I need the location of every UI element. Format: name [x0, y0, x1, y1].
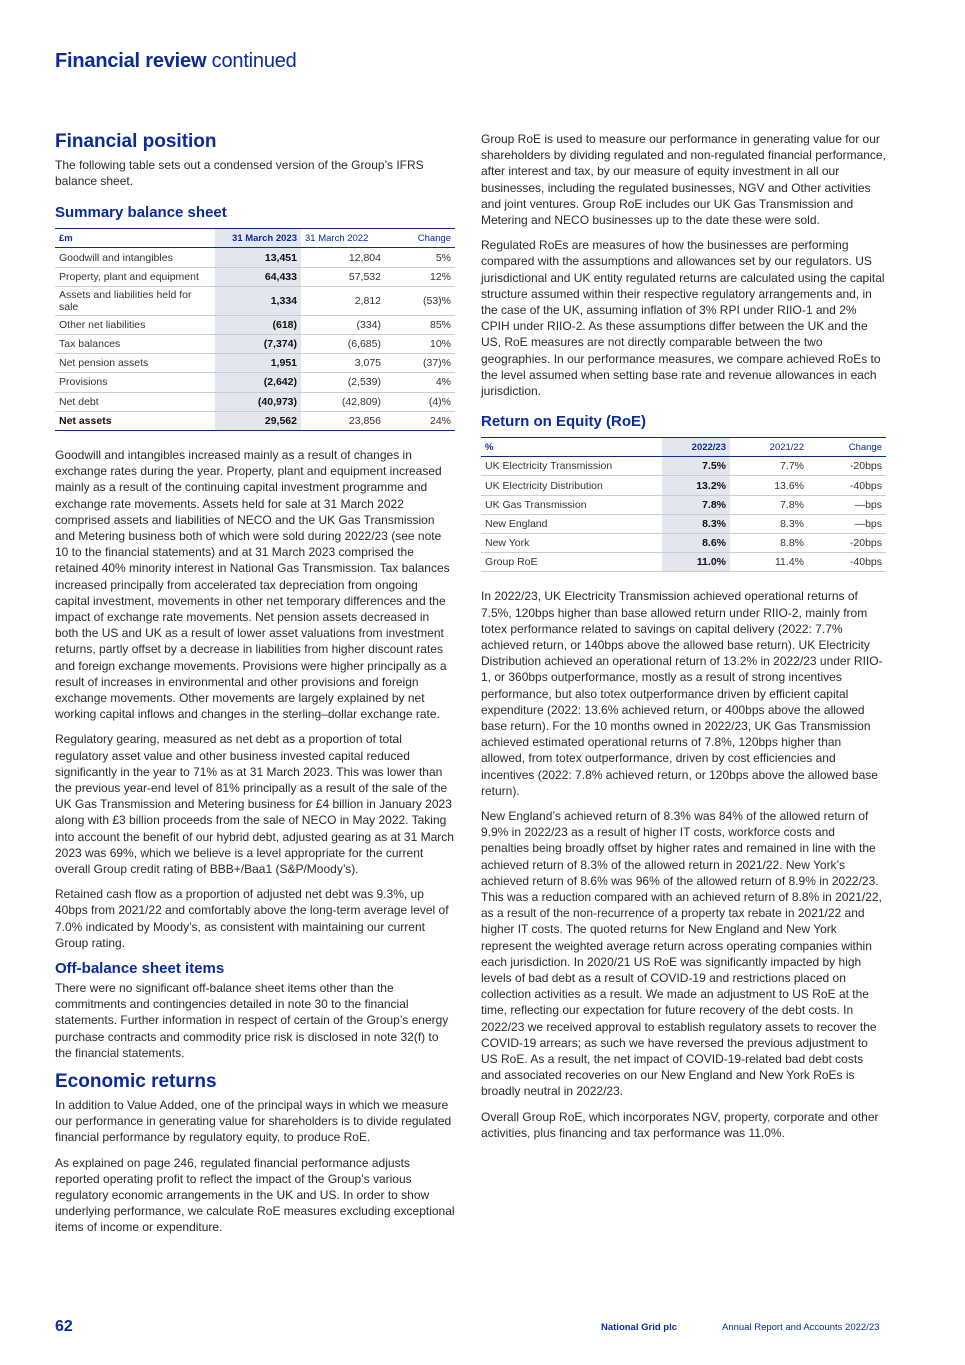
row-label: New York — [481, 534, 662, 553]
total-label: Net assets — [55, 411, 215, 430]
left-column — [55, 131, 455, 1245]
financial-position-intro: The following table sets out a condensed version of the Group’s IFRS balance sheet. — [55, 158, 424, 189]
prior-year-value: (334) — [301, 315, 385, 334]
prior-year-value: (2,539) — [301, 373, 385, 392]
total-prior-value: 23,856 — [301, 411, 385, 430]
row-label: Goodwill and intangibles — [55, 248, 215, 267]
row-label: Tax balances — [55, 334, 215, 353]
change-value: 12% — [385, 267, 455, 286]
column-header: 2021/22 — [730, 438, 808, 457]
body-paragraph: Retained cash flow as a proportion of adjusted net debt was 9.3%, up 40bps from 2021/22 and comfortably above the long-term average level of 7.0% indicated by Moody’s, as consistent with maintaining our current Group rating. — [55, 887, 449, 950]
change-value: (53)% — [385, 286, 455, 315]
row-label: UK Gas Transmission — [481, 495, 662, 514]
column-header: % — [481, 438, 662, 457]
table-header-row — [481, 438, 886, 457]
current-year-value: 8.3% — [662, 514, 730, 533]
row-label: Group RoE — [481, 553, 662, 572]
prior-year-value: 13.6% — [730, 476, 808, 495]
column-header: Change — [385, 229, 455, 248]
row-label: Property, plant and equipment — [55, 267, 215, 286]
table-total-row — [55, 411, 455, 430]
table-row — [55, 286, 455, 315]
table-row — [481, 495, 886, 514]
page-footer — [55, 1318, 885, 1338]
change-value: (4)% — [385, 392, 455, 411]
table-row — [55, 334, 455, 353]
prior-year-value: (6,685) — [301, 334, 385, 353]
table-row — [55, 354, 455, 373]
body-paragraph: New England’s achieved return of 8.3% was 84% of the allowed return of 9.9% in 2022/23 as a result of higher IT costs, workforce costs and penalties being broadly offset by higher rates and remained in line with the achieved return of 8.3% of the allowed return in 2021/22. New York’s achieved return of 8.6% was 96% of the allowed return of 8.9% in 2022/23. This was a reduction compared with an achieved return of 8.8% in 2021/22, as a result of the non-recurrence of a property tax rebate in 2021/22 and higher IT costs. The quoted returns for New England and New York represent the weighted average return across operating companies within each jurisdiction. In 2020/21 US RoE was significantly impacted by high levels of bad debt as a result of COVID-19 and restrictions placed on collection activities as a result. We made an adjustment to US RoE at the time, reflecting our expectation for future recovery of the debt costs. In 2022/23 we received approval to establish regulatory assets to recover the COVID-19 arrears; as such we have reversed the previous adjustment to US RoE. As a result, the net impact of COVID-19-related bad debt costs and associated recoveries on our New England and New York RoEs is broadly neutral in 2022/23. — [481, 809, 882, 1099]
change-value: —bps — [808, 514, 886, 533]
column-header: 31 March 2023 — [215, 229, 301, 248]
economic-returns-para: As explained on page 246, regulated financial performance adjusts reported operating profit to reflect the impact of the Group’s various regulatory economic arrangements in the UK and US. In order to show underlying performance, we calculate RoE measures excluding exceptional items of income or expenditure. — [55, 1155, 455, 1235]
header-title-bold: Financial review — [55, 50, 207, 72]
table-row — [481, 476, 886, 495]
table-row — [55, 373, 455, 392]
current-year-value: 1,951 — [215, 354, 301, 373]
current-year-value: 7.8% — [662, 495, 730, 514]
roe-table — [481, 437, 886, 572]
body-paragraph: Overall Group RoE, which incorporates NGV, property, corporate and other activities, plus financing and tax performance was 11.0%. — [481, 1109, 879, 1140]
header-title-continued: continued — [211, 50, 297, 72]
page-header — [55, 50, 297, 73]
right-paragraphs — [481, 588, 886, 1141]
economic-returns-heading: Economic returns — [55, 1071, 217, 1093]
right-para: Group RoE is used to measure our performance in generating value for our shareholders by dividing regulated and non-regulated financial performance, after interest and tax, by our measure of equity investment in all our businesses, including the regulated businesses, NGV and Other activities and joint ventures. Group RoE includes our UK Gas Transmission and Metering and NECO businesses up to the date these were sold. — [481, 132, 886, 228]
prior-year-value: 12,804 — [301, 248, 385, 267]
prior-year-value: 8.3% — [730, 514, 808, 533]
current-year-value: 13.2% — [662, 476, 730, 495]
table-row — [55, 315, 455, 334]
change-value: (37)% — [385, 354, 455, 373]
body-paragraph: Regulatory gearing, measured as net debt as a proportion of total regulatory asset value and other business invested capital reduced significantly in the year to 71% as at 31 March 2023. This was lower than the previous year-end level of 81% principally as a result of the sale of the UK Gas Transmission and Metering business for £4 billion in January 2023 along with £3 billion proceeds from the sale of NECO in May 2022. Taking into account the benefit of our hybrid debt, adjusted gearing as at 31 March 2023 was 69%, which we believe is a level appropriate for the current overall Group credit rating of BBB+/Baa1 (S&P/Moody’s). — [55, 732, 454, 876]
change-value: -20bps — [808, 457, 886, 476]
company-name: National Grid plc — [601, 1322, 678, 1333]
current-year-value: 64,433 — [215, 267, 301, 286]
prior-year-value: 2,812 — [301, 286, 385, 315]
row-label: Provisions — [55, 373, 215, 392]
page-number: 62 — [55, 1318, 73, 1335]
table-row — [481, 534, 886, 553]
change-value: 4% — [385, 373, 455, 392]
current-year-value: 1,334 — [215, 286, 301, 315]
change-value: 85% — [385, 315, 455, 334]
column-header: £m — [55, 229, 215, 248]
current-year-value: (7,374) — [215, 334, 301, 353]
economic-returns-para: In addition to Value Added, one of the principal ways in which we measure our performance in generating value for shareholders is to divide regulated financial performance by regulatory equity, to produce RoE. — [55, 1098, 452, 1145]
table-row — [55, 392, 455, 411]
change-value: 5% — [385, 248, 455, 267]
column-header: 31 March 2022 — [301, 229, 385, 248]
prior-year-value: (42,809) — [301, 392, 385, 411]
current-year-value: 11.0% — [662, 553, 730, 572]
total-change-value: 24% — [385, 411, 455, 430]
summary-balance-sheet-heading: Summary balance sheet — [55, 204, 227, 222]
financial-position-heading: Financial position — [55, 131, 217, 152]
row-label: Net pension assets — [55, 354, 215, 373]
right-column — [481, 131, 886, 1150]
body-paragraph: In 2022/23, UK Electricity Transmission achieved operational returns of 7.5%, 120bps higher than base allowed return under RIIO-2, mainly from totex performance related to savings on capital delivery (2022: 7.7% achieved return, or 140bps above the allowed base return). UK Electricity Distribution achieved an operational return of 13.2% in 2022/23 under RIIO-1, or 360bps outperformance, mostly as a result of strong incentives performance, but also totex outperformance driven by efficient capital expenditure (2022: 13.6% achieved return, or 400bps above the allowed base return). For the 10 months owned in 2022/23, UK Gas Transmission achieved estimated operational returns of 7.8%, 120bps higher than allowed, from totex outperformance, driven by cost efficiencies and incentives (2022: 7.8% achieved return, or 120bps above the allowed base return). — [481, 589, 883, 798]
off-balance-heading: Off-balance sheet items — [55, 960, 225, 977]
current-year-value: (618) — [215, 315, 301, 334]
current-year-value: (40,973) — [215, 392, 301, 411]
column-header: 2022/23 — [662, 438, 730, 457]
right-para: Regulated RoEs are measures of how the businesses are performing compared with the assumptions and allowances set by our regulators. US jurisdictional and UK entity regulated returns are calculated using the capital structure assumed within their respective regulatory arrangements and, in the case of the UK, assuming inflation of 3% RPI under RIIO-1 and 2% CPIH under RIIO-2. As these assumptions differ between the UK and the US, RoE measures are not directly comparable between the two geographies. In our performance measures, we compare achieved RoEs to the level assumed when setting base rate and revenue allowances in each jurisdiction. — [481, 238, 885, 399]
table-row — [55, 248, 455, 267]
summary-balance-sheet-table — [55, 228, 455, 431]
table-row — [55, 267, 455, 286]
prior-year-value: 11.4% — [730, 553, 808, 572]
prior-year-value: 57,532 — [301, 267, 385, 286]
table-row — [481, 457, 886, 476]
body-paragraph: Goodwill and intangibles increased mainly as a result of changes in exchange rates during the year. Property, plant and equipment increased mainly as a result of the continuing capital investment programme and exchange rate movements. Assets held for sale at 31 March 2022 comprised assets and liabilities of NECO and the UK Gas Transmission and Metering business both of which were sold during 2022/23 (see note 10 to the financial statements) and at 31 March 2023 comprised the retained 40% minority interest in National Gas Transmission. Tax balances increased principally from accelerated tax depreciation from ongoing capital investment, movements in other net temporary differences and the impact of exchange rate movements. Net pension assets decreased in both the US and UK as a result of lower asset valuations from investment returns, partly offset by a decrease in liabilities from higher discount rates and foreign exchange movements. Provisions were higher principally as a result of increases in environmental and other provisions and foreign exchange movements. Other movements are largely explained by net working capital inflows and changes in the sterling–dollar exchange rate. — [55, 447, 450, 722]
current-year-value: 8.6% — [662, 534, 730, 553]
prior-year-value: 7.7% — [730, 457, 808, 476]
table-row — [481, 553, 886, 572]
roe-table-heading: Return on Equity (RoE) — [481, 413, 646, 431]
table-row — [481, 514, 886, 533]
total-current-value: 29,562 — [215, 411, 301, 430]
change-value: 10% — [385, 334, 455, 353]
row-label: New England — [481, 514, 662, 533]
report-title: Annual Report and Accounts 2022/23 — [722, 1322, 880, 1333]
current-year-value: 7.5% — [662, 457, 730, 476]
current-year-value: (2,642) — [215, 373, 301, 392]
prior-year-value: 8.8% — [730, 534, 808, 553]
column-header: Change — [808, 438, 886, 457]
change-value: -40bps — [808, 553, 886, 572]
table-header-row — [55, 229, 455, 248]
row-label: Other net liabilities — [55, 315, 215, 334]
row-label: Assets and liabilities held for sale — [55, 286, 215, 315]
change-value: —bps — [808, 495, 886, 514]
row-label: UK Electricity Distribution — [481, 476, 662, 495]
change-value: -40bps — [808, 476, 886, 495]
change-value: -20bps — [808, 534, 886, 553]
prior-year-value: 7.8% — [730, 495, 808, 514]
row-label: Net debt — [55, 392, 215, 411]
prior-year-value: 3,075 — [301, 354, 385, 373]
current-year-value: 13,451 — [215, 248, 301, 267]
row-label: UK Electricity Transmission — [481, 457, 662, 476]
left-paragraphs — [55, 447, 455, 951]
off-balance-text: There were no significant off-balance sheet items other than the commitments and contingencies detailed in note 30 to the financial statements. Further information in respect of certain of the Group’s energy purchase contracts and commodity price risk is disclosed in note 32(f) to the financial statements. — [55, 981, 449, 1060]
